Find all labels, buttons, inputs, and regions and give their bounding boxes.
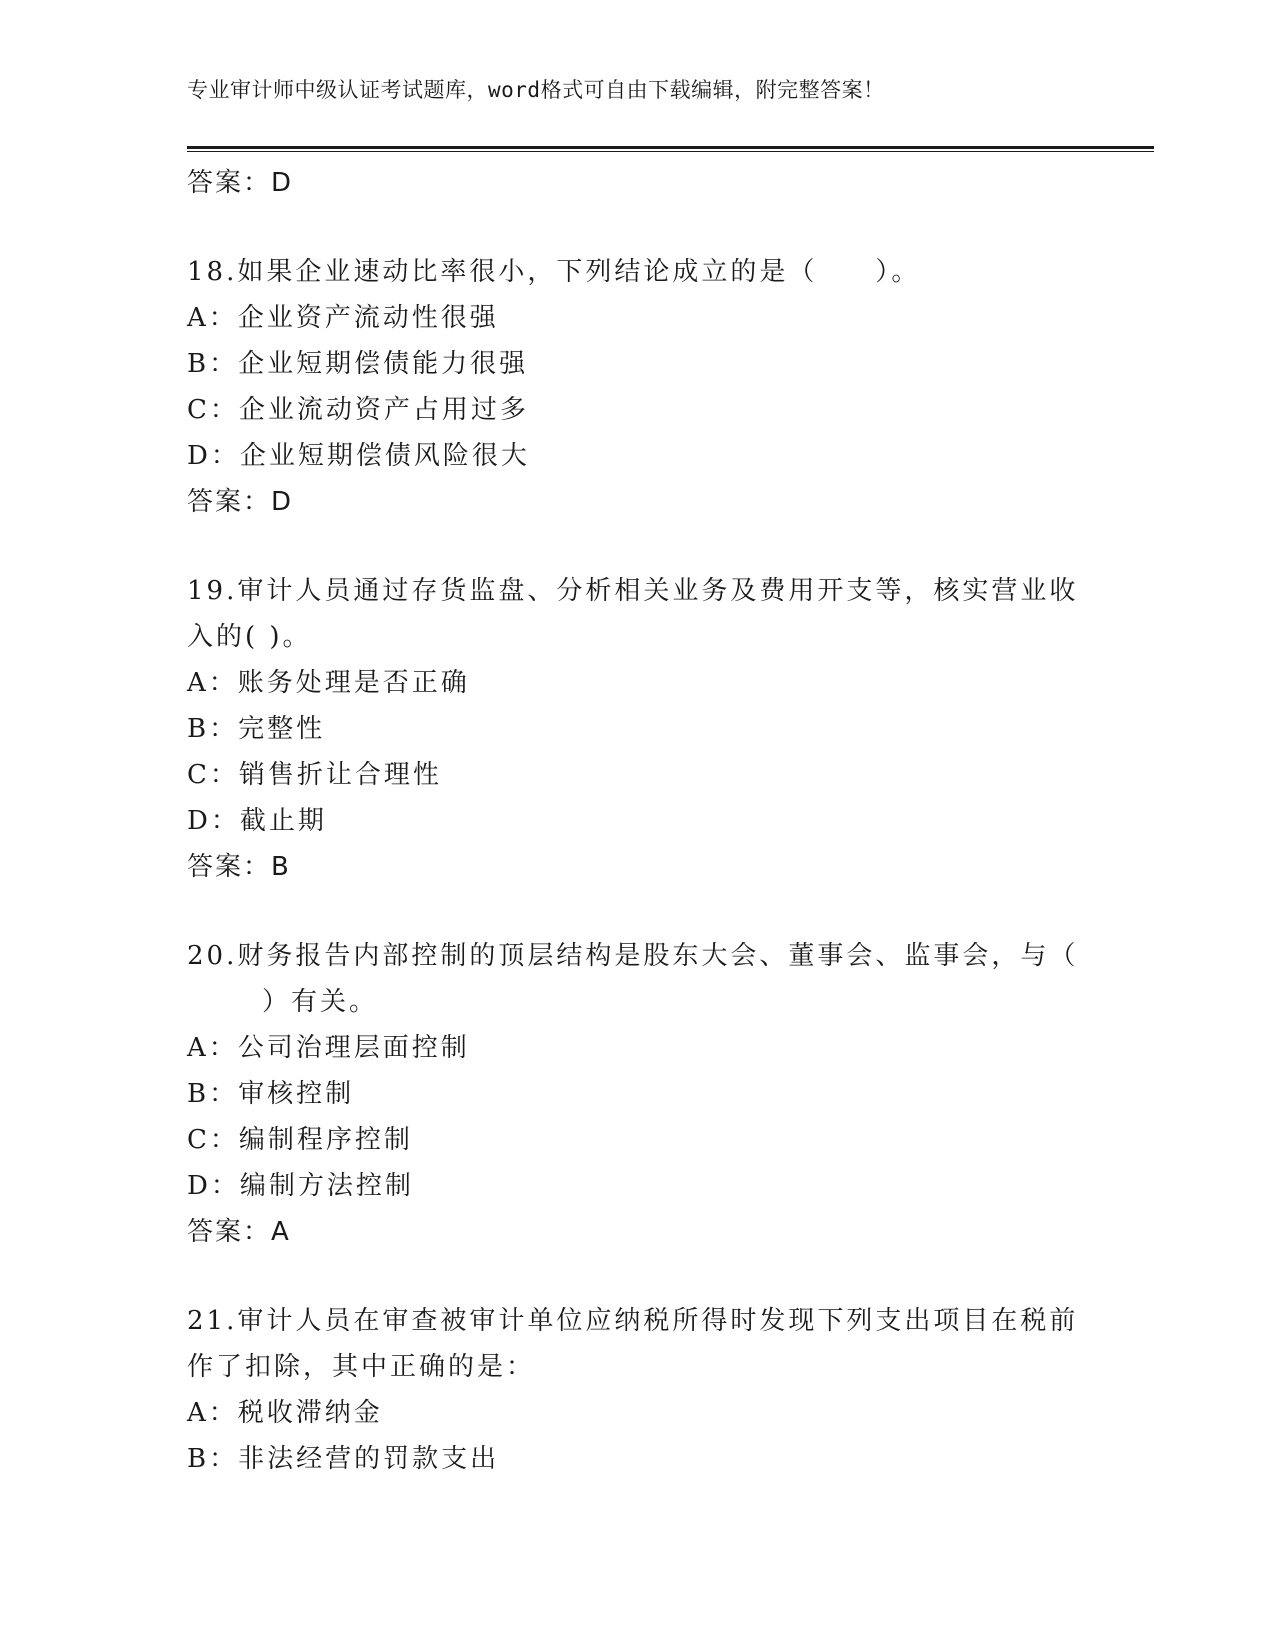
- option-c: C：销售折让合理性: [187, 760, 442, 790]
- option-d: D：企业短期偿债风险很大: [187, 441, 530, 471]
- option-b: B：完整性: [187, 714, 326, 744]
- header-rule-thick: [187, 146, 1154, 149]
- question-stem: 20.财务报告内部控制的顶层结构是股东大会、董事会、监事会，与（: [187, 941, 1079, 971]
- question-20: [187, 933, 1087, 1255]
- option-a: A：企业资产流动性很强: [187, 303, 499, 333]
- page-header: 专业审计师中级认证考试题库，word格式可自由下载编辑，附完整答案！: [187, 78, 885, 102]
- question-18: [187, 249, 1087, 525]
- option-c: C：企业流动资产占用过多: [187, 395, 529, 425]
- question-stem-continued: 作了扣除，其中正确的是：: [187, 1352, 536, 1382]
- option-d: D：编制方法控制: [187, 1171, 414, 1201]
- option-b: B：企业短期偿债能力很强: [187, 349, 529, 379]
- option-b: B：审核控制: [187, 1079, 355, 1109]
- option-a: A：账务处理是否正确: [187, 668, 470, 698]
- option-a: A：公司治理层面控制: [187, 1033, 470, 1063]
- question-stem: 19.审计人员通过存货监盘、分析相关业务及费用开支等，核实营业收: [187, 576, 1079, 606]
- question-21: [187, 1298, 1087, 1482]
- option-b: B：非法经营的罚款支出: [187, 1444, 500, 1474]
- document-body: [187, 160, 1087, 1482]
- header-rule-thin: [187, 151, 1154, 152]
- answer-line: 答案：D: [187, 168, 294, 198]
- answer-line: 答案：D: [187, 487, 294, 517]
- question-stem: 21.审计人员在审查被审计单位应纳税所得时发现下列支出项目在税前: [187, 1306, 1079, 1336]
- question-stem: 18.如果企业速动比率很小，下列结论成立的是（ ）。: [187, 257, 921, 287]
- question-stem-continued: 入的( )。: [187, 622, 312, 652]
- option-c: C：编制程序控制: [187, 1125, 413, 1155]
- option-d: D：截止期: [187, 806, 327, 836]
- question-19: [187, 568, 1087, 890]
- answer-line: 答案：B: [187, 852, 291, 882]
- option-a: A：税收滞纳金: [187, 1398, 383, 1428]
- answer-line: 答案：A: [187, 1217, 291, 1247]
- question-stem-continued: ）有关。: [262, 987, 379, 1017]
